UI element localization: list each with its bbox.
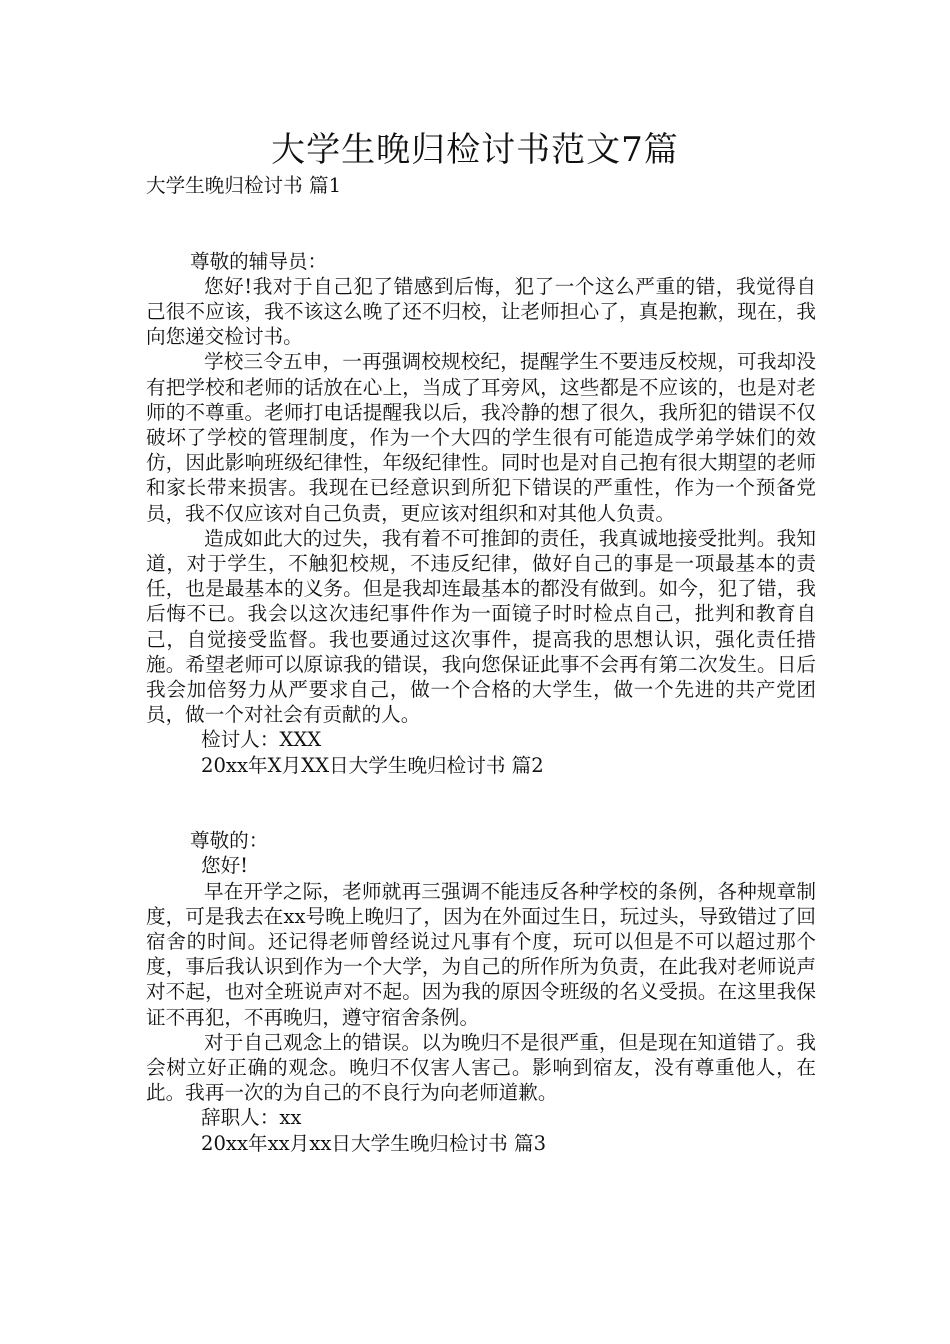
document-body — [146, 173, 816, 1156]
body-paragraph: 早在开学之际，老师就再三强调不能违反各种学校的条例，各种规章制度，可是我去在xx号晚上晚归了，因为在外面过生日，玩过头，导致错过了回宿舍的时间。还记得老师曾经说过凡事有个度，玩可以但是不可以超过那个度，事后我认识到作为一个大学，为自己的所作所为负责，在此我对老师说声对不起，也对全班说声对不起。因为我的原因令班级的名义受损。在这里我保证不再犯，不再晚归，遵守宿舍条例。 — [146, 879, 816, 1029]
salutation: 尊敬的辅导员： — [190, 249, 328, 273]
greeting-paragraph: 您好!我对于自己犯了错感到后悔，犯了一个这么严重的错，我觉得自己很不应该，我不该这么晚了还不归校，让老师担心了，真是抱歉，现在，我向您递交检讨书。 — [146, 274, 816, 349]
date-line: 20xx年xx月xx日大学生晚归检讨书 篇3 — [201, 1131, 547, 1155]
date-line: 20xx年X月XX日大学生晚归检讨书 篇2 — [201, 753, 544, 777]
signer-line: 检讨人：XXX — [201, 728, 322, 752]
spacer — [146, 198, 816, 248]
body-paragraph: 造成如此大的过失，我有着不可推卸的责任，我真诚地接受批判。我知道，对于学生，不触犯校规，不违反纪律，做好自己的事是一项最基本的责任，也是最基本的义务。但是我却连最基本的都没有做到。如今，犯了错，我后悔不已。我会以这次违纪事件作为一面镜子时时检点自己，批判和教育自己，自觉接受监督。我也要通过这次事件，提高我的思想认识，强化责任措施。希望老师可以原谅我的错误，我向您保证此事不会再有第二次发生。日后我会加倍努力从严要求自己，做一个合格的大学生，做一个先进的共产党团员，做一个对社会有贡献的人。 — [146, 526, 816, 727]
body-paragraph: 学校三令五申，一再强调校规校纪，提醒学生不要违反校规，可我却没有把学校和老师的话放在心上，当成了耳旁风，这些都是不应该的，也是对老师的不尊重。老师打电话提醒我以后，我冷静的想了很久，我所犯的错误不仅破坏了学校的管理制度，作为一个大四的学生很有可能造成学弟学妹们的效仿，因此影响班级纪律性，年级纪律性。同时也是对自己抱有很大期望的老师和家长带来损害。我现在已经意识到所犯下错误的严重性，作为一个预备党员，我不仅应该对自己负责，更应该对组织和对其他人负责。 — [146, 350, 816, 525]
document-title: 大学生晚归检讨书范文7篇 — [271, 130, 679, 170]
greeting-line: 您好! — [201, 854, 249, 878]
spacer — [146, 778, 816, 828]
salutation: 尊敬的： — [190, 829, 269, 853]
section-heading-1: 大学生晚归检讨书 篇1 — [146, 174, 342, 197]
body-paragraph: 对于自己观念上的错误。以为晚归不是很严重，但是现在知道错了。我会树立好正确的观念。晚归不仅害人害己。影响到宿友，没有尊重他人，在此。我再一次的为自己的不良行为向老师道歉。 — [146, 1030, 816, 1105]
signer-line: 辞职人：xx — [201, 1106, 302, 1130]
